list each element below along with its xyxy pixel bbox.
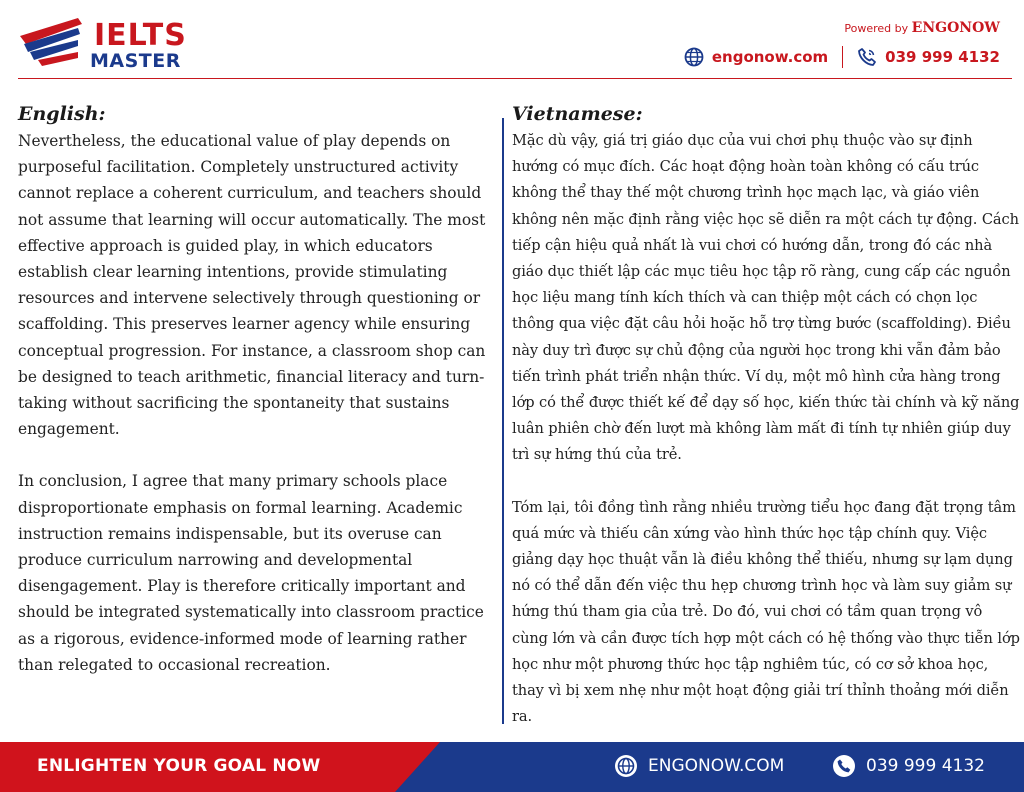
header-divider-line: [18, 78, 1012, 79]
vietnamese-paragraph-1: Mặc dù vậy, giá trị giáo dục của vui chơi phụ thuộc vào sự định hướng có mục đích. Các hoạt động hoàn toàn không có cấu trúc không thể thay thế một chương trình học mạch lạc, và giáo viên không nên mặc định rằng việc học sẽ diễn ra một cách tự động. Cách tiếp cận hiệu quả nhất là vui chơi có hướng dẫn, trong đó các nhà giáo dục thiết lập các mục tiêu học tập rõ ràng, cung cấp các nguồn học liệu mang tính kích thích và can thiệp một cách có chọn lọc thông qua việc đặt câu hỏi hoặc hỗ trợ từng bước (scaffolding). Điều này duy trì được sự chủ động của người học trong khi vẫn đảm bảo tiến trình phát triển nhận thức. Ví dụ, một mô hình cửa hàng trong lớp có thể được thiết kế để dạy số học, kiến thức tài chính và kỹ năng luân phiên chờ đến lượt mà không làm mất đi tính tự nhiên giúp duy trì sự hứng thú của trẻ.: [512, 132, 1020, 464]
english-paragraph-2: In conclusion, I agree that many primary schools place disproportionate emphasis on formal learning. Academic instruction remains indispensable, but its overuse can produce curriculum narrowing and developmental disengagement. Play is therefore critically important and should be integrated systematically into classroom practice as a rigorous, evidence-informed mode of learning rather than relegated to occasional recreation.: [18, 472, 484, 674]
vietnamese-paragraph-2: Tóm lại, tôi đồng tình rằng nhiều trường tiểu học đang đặt trọng tâm quá mức và thiếu cân xứng vào hình thức học tập chính quy. Việc giảng dạy học thuật vẫn là điều không thể thiếu, nhưng sự lạm dụng nó có thể dẫn đến việc thu hẹp chương trình học và làm suy giảm sự hứng thú tham gia của trẻ. Do đó, vui chơi có tầm quan trọng vô cùng lớn và cần được tích hợp một cách có hệ thống vào thực tiễn lớp học như một phương thức học tập nghiêm túc, có cơ sở khoa học, thay vì bị xem nhẹ như một hoạt động giải trí thỉnh thoảng mới diễn ra.: [512, 498, 1020, 726]
page-footer: [0, 742, 1024, 792]
english-heading: English:: [18, 103, 106, 125]
english-paragraph-1: Nevertheless, the educational value of play depends on purposeful facilitation. Completely unstructured activity cannot replace a coherent curriculum, and teachers should not assume that learning will occur automatically. The most effective approach is guided play, in which educators establish clear learning intentions, provide stimulating resources and intervene selectively through questioning or scaffolding. This preserves learner agency while ensuring conceptual progression. For instance, a classroom shop can be designed to teach arithmetic, financial literacy and turn-taking without sacrificing the spontaneity that sustains engagement.: [18, 132, 486, 439]
globe-icon: [614, 754, 638, 778]
header-contact: [684, 46, 1000, 68]
english-column: [18, 100, 502, 704]
vietnamese-heading: Vietnamese:: [512, 103, 643, 125]
header-website-link[interactable]: engonow.com: [711, 48, 829, 66]
footer-phone-link[interactable]: 039 999 4132: [866, 756, 985, 776]
header-phone-link[interactable]: 039 999 4132: [885, 48, 1000, 66]
vietnamese-column: [512, 100, 1020, 756]
globe-icon: [684, 47, 704, 67]
powered-by: [844, 20, 1000, 36]
footer-slogan: ENLIGHTEN YOUR GOAL NOW: [37, 756, 321, 776]
logo-book-icon: [18, 14, 88, 66]
page-header: [0, 0, 1024, 80]
footer-phone: [832, 754, 985, 778]
header-contact-divider: [842, 46, 843, 68]
powered-by-brand: ENGONOW: [911, 20, 1000, 36]
powered-by-prefix: Powered by: [844, 22, 912, 35]
phone-icon: [832, 754, 856, 778]
logo-ielts-text: IELTS: [94, 18, 187, 53]
phone-icon: [857, 47, 877, 67]
ielts-master-logo: [18, 14, 188, 74]
logo-master-text: MASTER: [90, 50, 181, 72]
footer-website-link[interactable]: ENGONOW.COM: [648, 756, 785, 776]
column-divider: [502, 118, 504, 724]
footer-website: [614, 754, 784, 778]
